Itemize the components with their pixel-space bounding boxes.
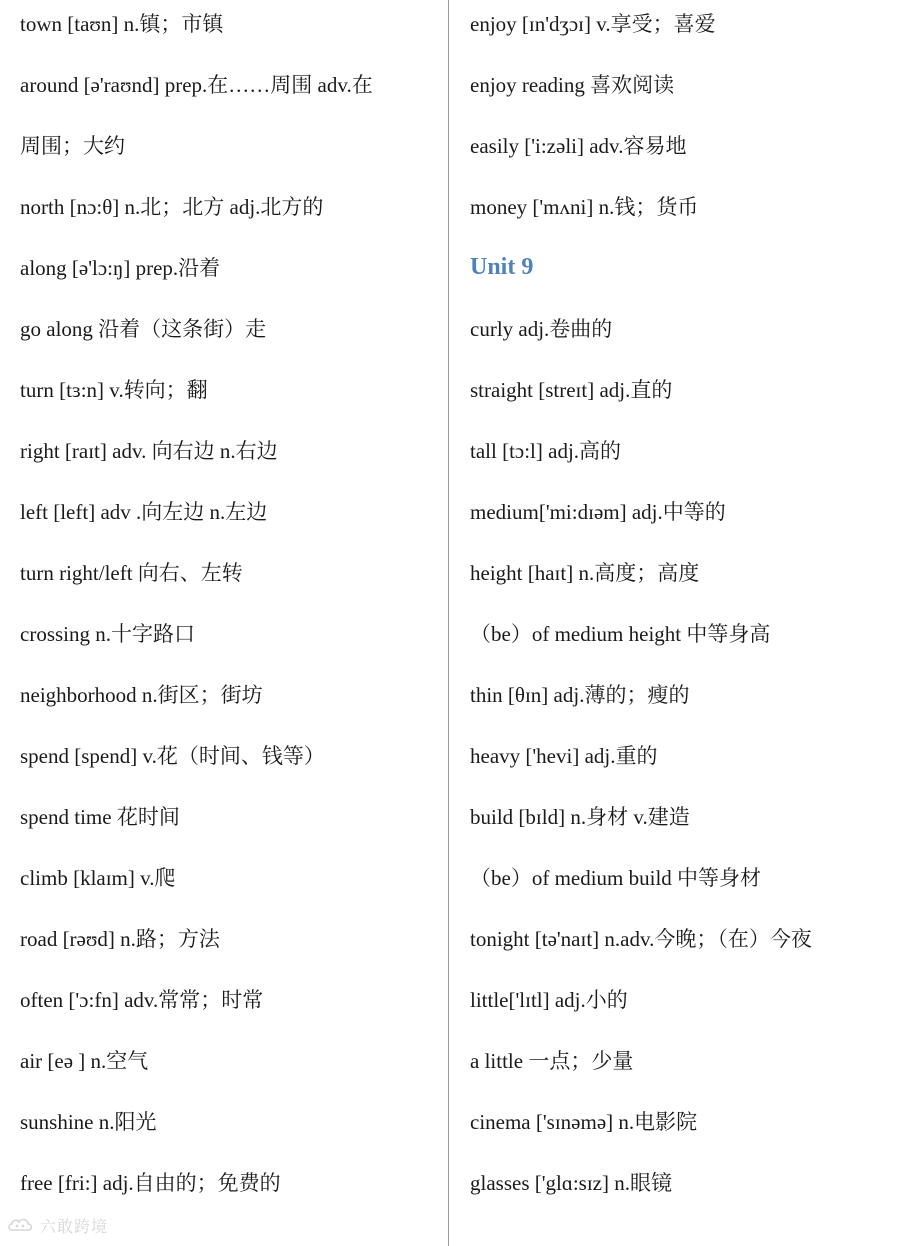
vocab-line: height [haɪt] n.高度；高度 <box>470 561 700 585</box>
vocab-line: enjoy reading 喜欢阅读 <box>470 73 675 97</box>
watermark <box>6 1214 108 1236</box>
vocab-line: glasses ['glɑ:sɪz] n.眼镜 <box>470 1171 672 1195</box>
vocab-line: left [left] adv .向左边 n.左边 <box>20 500 268 524</box>
vocab-line: air [eə ] n.空气 <box>20 1049 149 1073</box>
vocab-line: little['lɪtl] adj.小的 <box>470 988 628 1012</box>
vocab-line: spend [spend] v.花（时间、钱等） <box>20 744 325 768</box>
vocab-line: tonight [tə'naɪt] n.adv.今晚；（在）今夜 <box>470 927 812 951</box>
vocab-line: curly adj.卷曲的 <box>470 317 613 341</box>
vocab-line: crossing n.十字路口 <box>20 622 195 646</box>
vocab-line: around [ə'raʊnd] prep.在……周围 adv.在 <box>20 73 373 97</box>
vocab-line: straight [streɪt] adj.直的 <box>470 378 673 402</box>
vocab-line: 周围；大约 <box>20 134 125 158</box>
vocab-line: right [raɪt] adv. 向右边 n.右边 <box>20 439 278 463</box>
vocab-line: thin [θɪn] adj.薄的；瘦的 <box>470 683 690 707</box>
vocab-line: build [bɪld] n.身材 v.建造 <box>470 805 690 829</box>
vocab-line: money ['mʌni] n.钱；货币 <box>470 195 699 219</box>
column-divider <box>448 0 449 1246</box>
vocab-line: sunshine n.阳光 <box>20 1110 157 1134</box>
vocab-line: （be）of medium build 中等身材 <box>470 866 762 890</box>
vocab-line: climb [klaɪm] v.爬 <box>20 866 176 890</box>
vocab-line: （be）of medium height 中等身高 <box>470 622 771 646</box>
vocab-line: cinema ['sɪnəmə] n.电影院 <box>470 1110 698 1134</box>
vocab-line: go along 沿着（这条街）走 <box>20 317 267 341</box>
vocab-line: north [nɔ:θ] n.北；北方 adj.北方的 <box>20 195 324 219</box>
vocab-line: along [ə'lɔ:ŋ] prep.沿着 <box>20 256 221 280</box>
vocab-line: a little 一点；少量 <box>470 1049 634 1073</box>
vocab-line: tall [tɔ:l] adj.高的 <box>470 439 622 463</box>
vocab-line: often ['ɔ:fn] adv.常常；时常 <box>20 988 264 1012</box>
vocab-line: town [taʊn] n.镇；市镇 <box>20 12 224 36</box>
vocab-line: spend time 花时间 <box>20 805 180 829</box>
vocab-line: free [fri:] adj.自由的；免费的 <box>20 1171 281 1195</box>
vocab-line: turn [tɜ:n] v.转向；翻 <box>20 378 208 402</box>
vocab-line: heavy ['hevi] adj.重的 <box>470 744 658 768</box>
vocab-line: medium['mi:dɪəm] adj.中等的 <box>470 500 726 524</box>
cloud-logo-icon <box>6 1215 36 1235</box>
vocab-line: turn right/left 向右、左转 <box>20 561 243 585</box>
watermark-text: 六敢跨境 <box>40 1216 109 1236</box>
vocab-line: road [rəʊd] n.路；方法 <box>20 927 220 951</box>
vocab-line: easily ['i:zəli] adv.容易地 <box>470 134 687 158</box>
vocab-line: neighborhood n.街区；街坊 <box>20 683 263 707</box>
vocab-line: enjoy [ɪn'dʒɔɪ] v.享受；喜爱 <box>470 12 716 36</box>
unit-heading: Unit 9 <box>470 254 534 280</box>
